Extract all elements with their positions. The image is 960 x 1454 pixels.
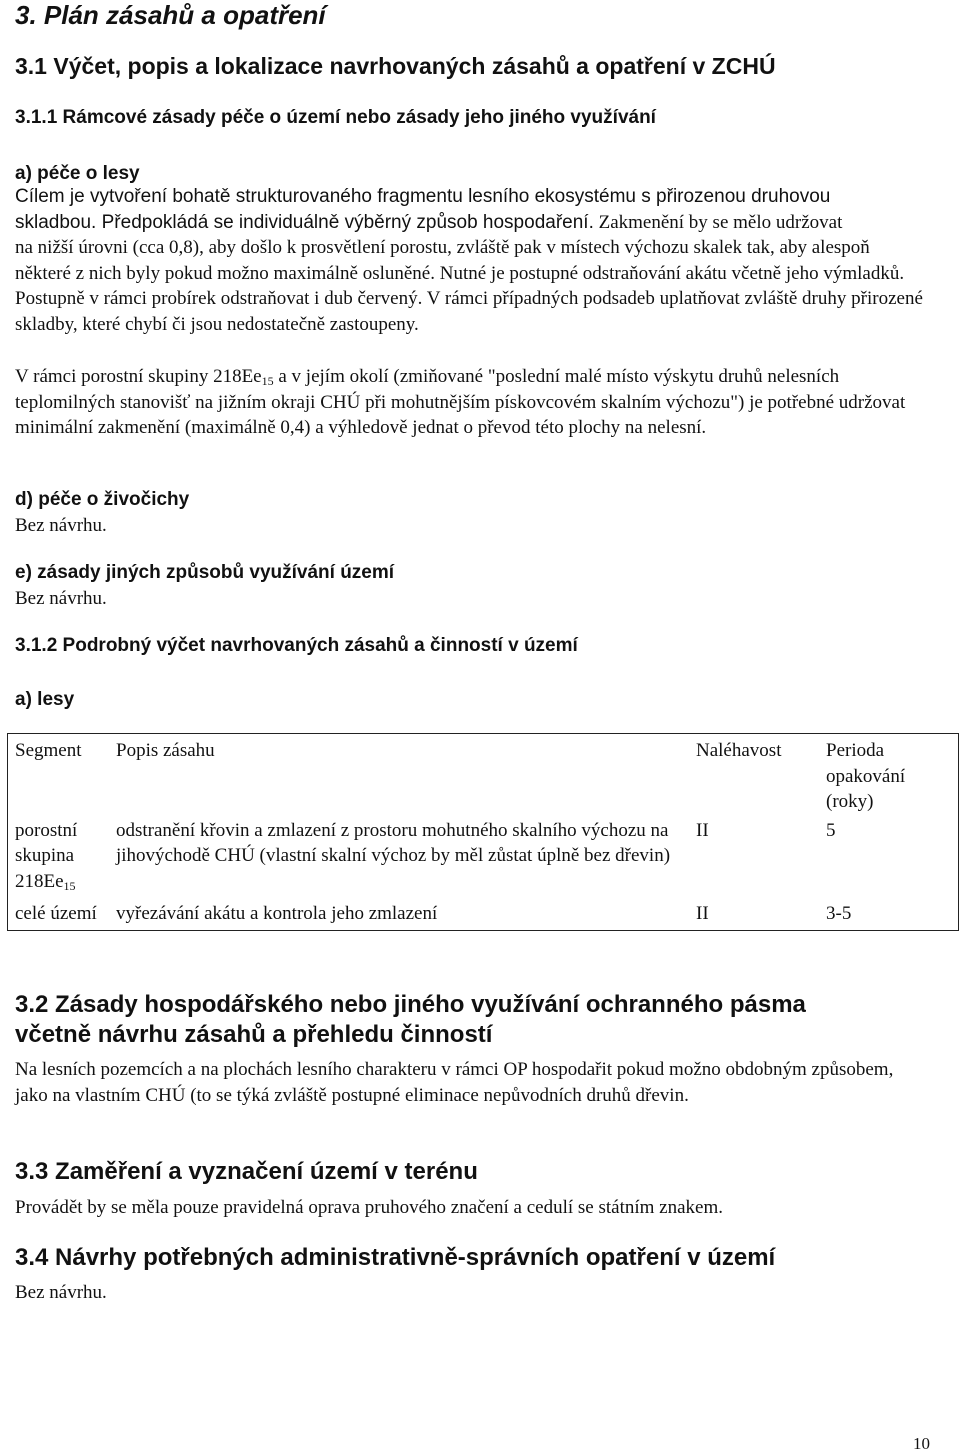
table-header-row [8, 734, 959, 815]
table-cell-segment [8, 815, 110, 898]
section-3-4-text: Bez návrhu. [15, 1282, 107, 1303]
segment-sub: 15 [63, 878, 76, 893]
other-use-text: Bez návrhu. [15, 588, 107, 609]
forest-care-stand-end: a v jejím okolí (zmiňované "poslední malé místo výskytu druhů nelesních teplomilných stanovišť na jižním okraji CHÚ při mohutnějším pískovcovém skalním výchozu") je potřebné udržovat minimální zakmenění (maximálně 0,4) a výhledově jednat o převod této plochy na nelesní. [15, 366, 906, 439]
section-3-3-heading: 3.3 Zaměření a vyznačení území v terénu [15, 1158, 478, 1185]
table-cell-period: 5 [826, 819, 836, 841]
section-3-2-text: Na lesních pozemcích a na plochách lesního charakteru v rámci OP hospodařit pokud možno obdobným způsobem, jako na vlastním CHÚ (to se týká zvláště postupné eliminace nepůvodních druhů dřevin. [15, 1059, 894, 1106]
section-3-2-heading-line-2: včetně návrhu zásahů a přehledu činností [15, 1021, 493, 1048]
section-3-2-heading-line-1: 3.2 Zásady hospodářského nebo jiného využívání ochranného pásma [15, 991, 806, 1018]
table-cell-description: odstranění křovin a zmlazení z prostoru mohutného skalního výchozu na jihovýchodě CHÚ (vlastní skalní výchoz by měl zůstat úplně bez dřevin) [116, 819, 671, 867]
page-number: 10 [913, 1434, 930, 1453]
section-3-3-text: Provádět by se měla pouze pravidelná oprava pruhového značení a cedulí se státním znakem. [15, 1197, 724, 1218]
forest-care-text-rest: na nižší úrovni (cca 0,8), aby došlo k prosvětlení porostu, zvláště pak v místech výchozu skalek tak, aby alespoň některé z nich byly pokud možno maximálně osluněné. Nutné je postupné odstraňování akátu včetně jeho výmladků. Postupně v rámci probírek odstraňovat i dub červený. V rámci případných podsadeb uplatňovat zvláště druhy přirozené skladby, které chybí či jsou nedostatečně zastoupeny. [15, 237, 923, 335]
forest-care-line-2 [15, 210, 950, 236]
forest-care-text-stand [15, 364, 930, 441]
table-row [8, 815, 959, 898]
header-description: Popis zásahu [116, 740, 215, 761]
section-3-heading: 3. Plán zásahů a opatření [15, 0, 326, 30]
section-3-1-2-heading: 3.1.2 Podrobný výčet navrhovaných zásahů a činností v území [15, 635, 578, 656]
table-cell-segment [8, 898, 110, 931]
header-segment: Segment [15, 740, 82, 761]
table-cell-description: vyřezávání akátu a kontrola jeho zmlazení [116, 902, 438, 924]
animal-care-heading: d) péče o živočichy [15, 489, 190, 510]
forest-care-line-1: Cílem je vytvoření bohatě strukturovaného fragmentu lesního ekosystému s přirozenou druhovou [15, 186, 831, 207]
table-cell-urgency: II [696, 902, 709, 924]
forests-subheading: a) lesy [15, 689, 75, 710]
forest-care-text-intro [15, 184, 950, 235]
section-3-2-heading [15, 990, 806, 1050]
table-cell-period: 3-5 [826, 902, 852, 924]
animal-care-text: Bez návrhu. [15, 515, 107, 536]
other-use-heading: e) zásady jiných způsobů využívání území [15, 562, 395, 583]
forest-care-stand-sub: 15 [261, 374, 274, 388]
table-cell-urgency: II [696, 819, 709, 841]
section-3-1-heading: 3.1 Výčet, popis a lokalizace navrhovaných zásahů a opatření v ZCHÚ [15, 53, 776, 79]
forest-care-stand-start: V rámci porostní skupiny 218Ee [15, 366, 262, 387]
forest-care-line-2-part-a: skladbou. [15, 211, 97, 233]
forest-care-line-2-part-b: Předpokládá se individuálně výběrný způsob hospodaření. [96, 211, 594, 233]
interventions-table [7, 733, 959, 931]
forest-care-heading: a) péče o lesy [15, 163, 140, 184]
section-3-1-1-heading: 3.1.1 Rámcové zásady péče o území nebo zásady jeho jiného využívání [15, 107, 656, 128]
section-3-4-heading: 3.4 Návrhy potřebných administrativně-správních opatření v území [15, 1244, 776, 1271]
header-period: Perioda opakování (roky) [826, 740, 906, 813]
segment-text: celé území [15, 902, 97, 924]
table-row [8, 898, 959, 931]
forest-care-line-2-part-c: Zakmenění by se mělo udržovat [593, 211, 843, 233]
segment-text: porostní skupina 218Ee [15, 819, 78, 892]
header-urgency: Naléhavost [696, 740, 782, 761]
